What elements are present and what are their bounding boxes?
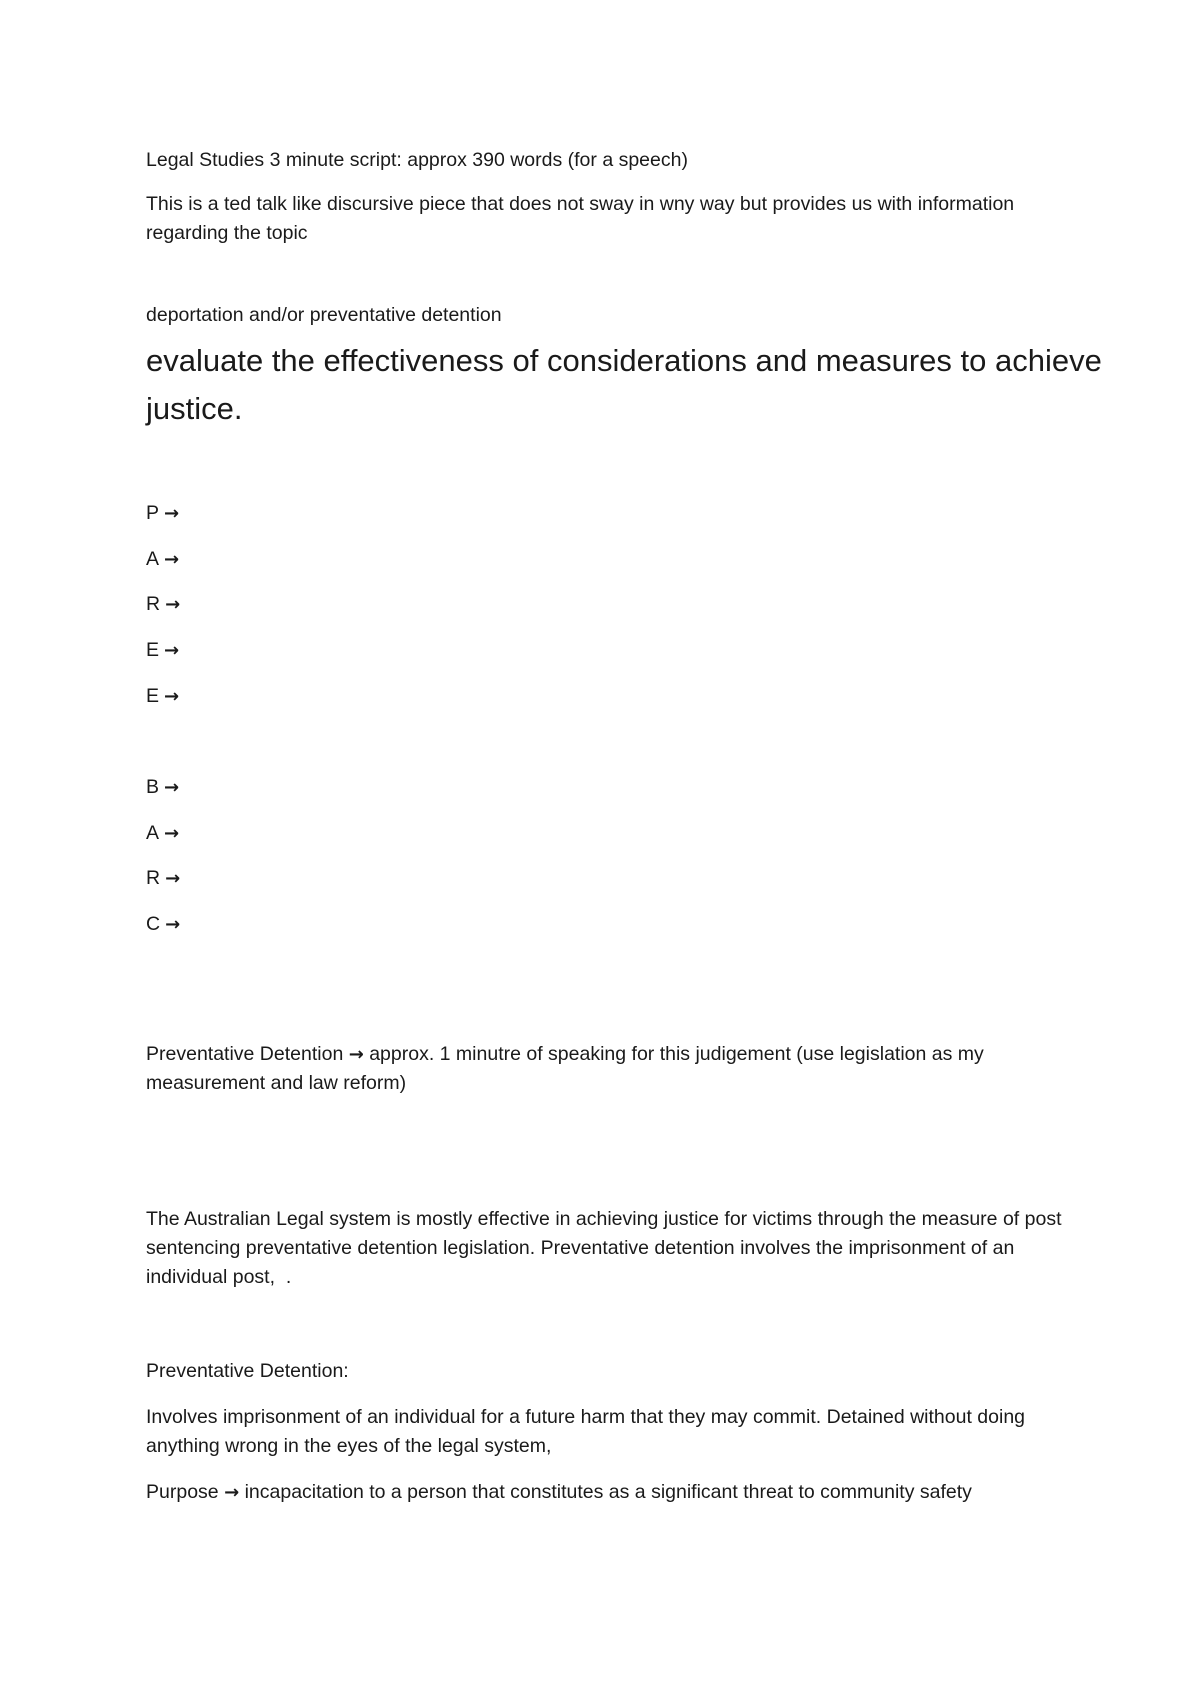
- right-arrow-icon: →: [348, 1044, 364, 1065]
- right-arrow-icon: →: [165, 593, 181, 615]
- list-item-e: [146, 682, 179, 711]
- topic-line: deportation and/or preventative detention: [146, 304, 502, 326]
- evaluate-heading: evaluate the effectiveness of considerations and measures to achieve justice.: [146, 343, 1102, 426]
- preventative-detention-heading: Preventative Detention:: [146, 1360, 349, 1382]
- purpose-line: [146, 1478, 1076, 1507]
- list-letter: B: [146, 776, 160, 798]
- list-item-a: [146, 819, 179, 848]
- right-arrow-icon: →: [165, 913, 181, 935]
- right-arrow-icon: →: [164, 548, 180, 570]
- purpose-lead: Purpose: [146, 1481, 225, 1503]
- right-arrow-icon: →: [164, 822, 180, 844]
- list-letter: R: [146, 593, 161, 615]
- right-arrow-icon: →: [164, 776, 180, 798]
- list-item-p: [146, 499, 179, 528]
- purpose-rest: incapacitation to a person that constitutes as a significant threat to community safety: [239, 1481, 972, 1503]
- script-description: This is a ted talk like discursive piece that does not sway in wny way but provides us with information regarding the topic: [146, 193, 1020, 244]
- list-letter: E: [146, 639, 160, 661]
- list-letter: A: [146, 548, 160, 570]
- involves-paragraph: Involves imprisonment of an individual for a future harm that they may commit. Detained without doing anything wrong in the eyes of the legal system,: [146, 1406, 1031, 1457]
- list-item-r: [146, 864, 180, 893]
- list-item-c: [146, 910, 180, 939]
- right-arrow-icon: →: [165, 867, 181, 889]
- note-lead: Preventative Detention: [146, 1043, 349, 1065]
- list-item-e: [146, 636, 179, 665]
- right-arrow-icon: →: [164, 639, 180, 661]
- right-arrow-icon: →: [164, 685, 180, 707]
- list-item-b: [146, 773, 179, 802]
- preventative-detention-note: [146, 1040, 1076, 1098]
- australian-legal-system-paragraph: The Australian Legal system is mostly effective in achieving justice for victims through the measure of post sentencing preventative detention legislation. Preventative detention involves the imprisonment of an individual post, .: [146, 1208, 1067, 1288]
- list-item-r: [146, 590, 180, 619]
- right-arrow-icon: →: [224, 1482, 240, 1503]
- note-rest: approx. 1 minutre of speaking for this judigement (use legislation as my measurement and law reform): [146, 1043, 990, 1094]
- script-title-line: Legal Studies 3 minute script: approx 390 words (for a speech): [146, 149, 688, 171]
- list-letter: A: [146, 822, 160, 844]
- list-letter: R: [146, 867, 161, 889]
- list-letter: E: [146, 685, 160, 707]
- list-letter: P: [146, 502, 160, 524]
- right-arrow-icon: →: [164, 502, 180, 524]
- list-item-a: [146, 545, 179, 574]
- list-letter: C: [146, 913, 161, 935]
